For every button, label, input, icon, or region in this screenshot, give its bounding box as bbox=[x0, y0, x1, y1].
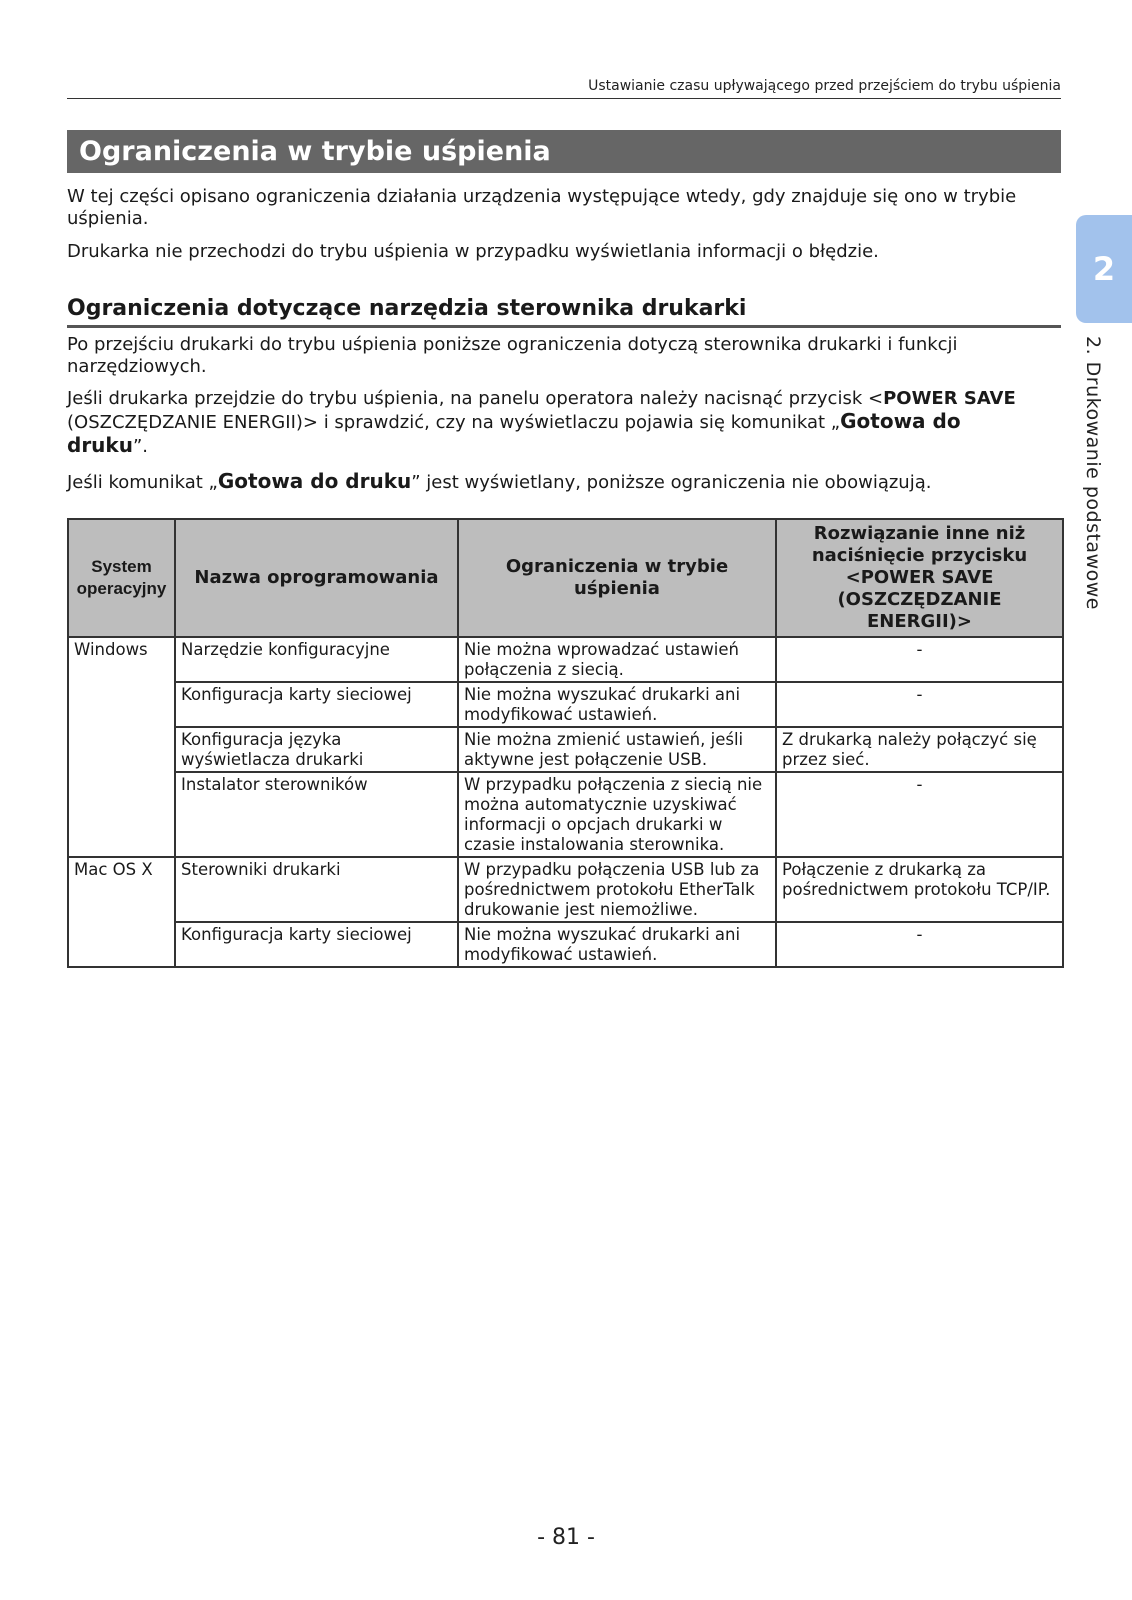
subsection-title: Ograniczenia dotyczące narzędzia sterownika drukarki bbox=[67, 295, 1061, 328]
software-cell: Instalator sterowników bbox=[175, 772, 458, 857]
intro-paragraph-1: W tej części opisano ograniczenia działania urządzenia występujące wtedy, gdy znajduje się ono w trybie uśpienia. bbox=[67, 186, 1017, 229]
table-row bbox=[68, 772, 1063, 857]
solution-cell: - bbox=[776, 682, 1063, 727]
page-number: - 81 - bbox=[537, 1525, 595, 1550]
restriction-cell: Nie można wyszukać drukarki ani modyfikować ustawień. bbox=[458, 682, 776, 727]
table-row bbox=[68, 637, 1063, 682]
solution-cell: Połączenie z drukarką za pośrednictwem protokołu TCP/IP. bbox=[776, 857, 1063, 922]
ready-message-2: Gotowa do druku bbox=[217, 469, 412, 493]
solution-cell: - bbox=[776, 772, 1063, 857]
chapter-tab: 2 bbox=[1076, 215, 1132, 323]
para2-text-2: (OSZCZĘDZANIE ENERGII)> i sprawdzić, czy na wyświetlaczu pojawia się komunikat „ bbox=[67, 412, 841, 433]
subsection-paragraph-2 bbox=[67, 388, 1027, 458]
software-cell: Konfiguracja języka wyświetlacza drukarki bbox=[175, 727, 458, 772]
restrictions-table bbox=[67, 518, 1064, 968]
section-title: Ograniczenia w trybie uśpienia bbox=[67, 130, 1061, 173]
running-header: Ustawianie czasu upływającego przed przejściem do trybu uśpienia bbox=[67, 78, 1061, 99]
header-solution: Rozwiązanie inne niż naciśnięcie przycisku <POWER SAVE (OSZCZĘDZANIE ENERGII)> bbox=[776, 519, 1063, 637]
restriction-cell: W przypadku połączenia z siecią nie można automatycznie uzyskiwać informacji o opcjach drukarki w czasie instalowania sterownika. bbox=[458, 772, 776, 857]
software-cell: Sterowniki drukarki bbox=[175, 857, 458, 922]
power-save-label: POWER SAVE bbox=[883, 388, 1016, 409]
table-row bbox=[68, 857, 1063, 922]
table-header-row bbox=[68, 519, 1063, 637]
para2-text-1: Jeśli drukarka przejdzie do trybu uśpienia, na panelu operatora należy nacisnąć przycisk < bbox=[67, 388, 884, 409]
software-cell: Konfiguracja karty sieciowej bbox=[175, 922, 458, 967]
para2-text-3: ”. bbox=[132, 436, 149, 457]
restriction-cell: Nie można wprowadzać ustawień połączenia z siecią. bbox=[458, 637, 776, 682]
restriction-cell: W przypadku połączenia USB lub za pośrednictwem protokołu EtherTalk drukowanie jest niemożliwe. bbox=[458, 857, 776, 922]
intro-paragraph-2: Drukarka nie przechodzi do trybu uśpienia w przypadku wyświetlania informacji o błędzie. bbox=[67, 241, 879, 262]
header-os: System operacyjny bbox=[68, 519, 175, 637]
table-row bbox=[68, 922, 1063, 967]
solution-cell: Z drukarką należy połączyć się przez sieć. bbox=[776, 727, 1063, 772]
software-cell: Narzędzie konfiguracyjne bbox=[175, 637, 458, 682]
solution-cell: - bbox=[776, 637, 1063, 682]
para3-text-1: Jeśli komunikat „ bbox=[67, 472, 218, 493]
subsection-paragraph-1: Po przejściu drukarki do trybu uśpienia poniższe ograniczenia dotyczą sterownika drukarki i funkcji narzędziowych. bbox=[67, 334, 958, 377]
restriction-cell: Nie można zmienić ustawień, jeśli aktywne jest połączenie USB. bbox=[458, 727, 776, 772]
os-cell-mac: Mac OS X bbox=[68, 857, 175, 967]
ready-message: Gotowa do druku bbox=[67, 409, 961, 457]
table-row bbox=[68, 682, 1063, 727]
software-cell: Konfiguracja karty sieciowej bbox=[175, 682, 458, 727]
subsection-paragraph-3 bbox=[67, 470, 1027, 494]
solution-cell: - bbox=[776, 922, 1063, 967]
os-cell-windows: Windows bbox=[68, 637, 175, 857]
restriction-cell: Nie można wyszukać drukarki ani modyfikować ustawień. bbox=[458, 922, 776, 967]
table-row bbox=[68, 727, 1063, 772]
para3-text-2: ” jest wyświetlany, poniższe ograniczenia nie obowiązują. bbox=[411, 472, 932, 493]
header-restriction: Ograniczenia w trybie uśpienia bbox=[458, 519, 776, 637]
header-software: Nazwa oprogramowania bbox=[175, 519, 458, 637]
chapter-side-label: 2. Drukowanie podstawowe bbox=[1082, 336, 1104, 610]
